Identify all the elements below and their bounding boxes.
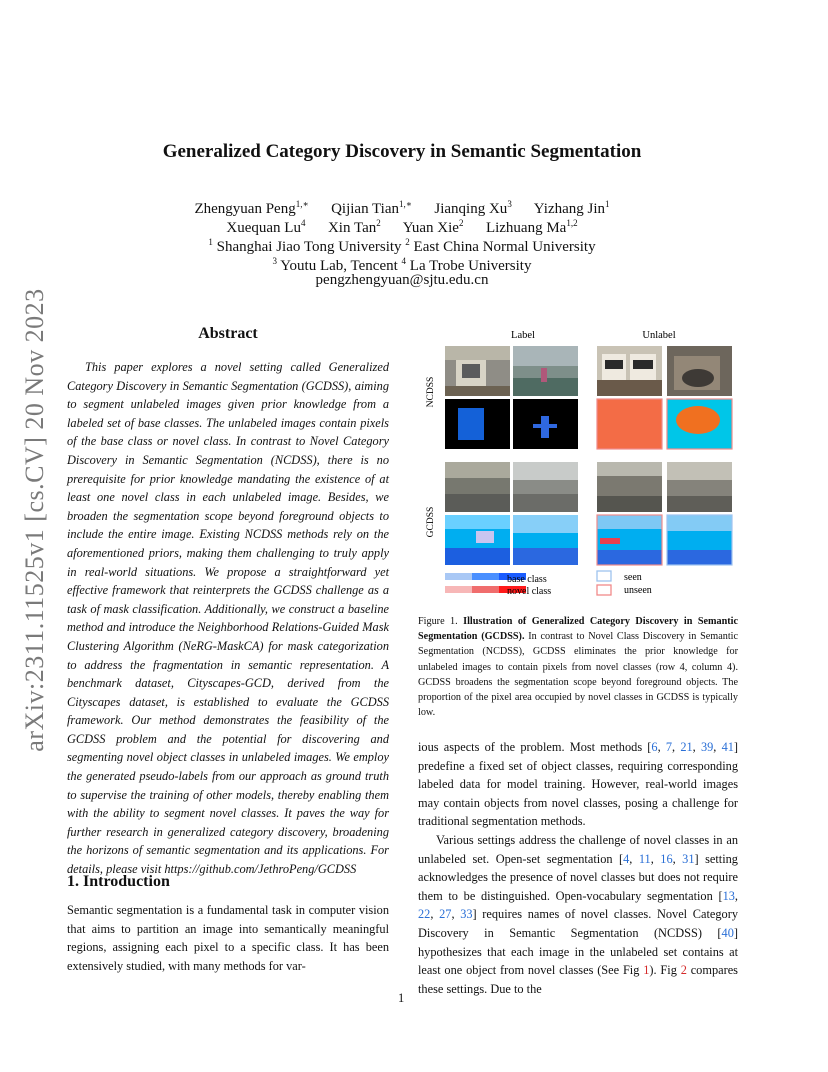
ncdss-image-2 — [513, 346, 578, 396]
citation-link[interactable]: 22 — [418, 907, 431, 922]
ncdss-image-1 — [445, 346, 510, 396]
author: Yuan Xie — [402, 220, 459, 236]
figure-caption: Figure 1. Illustration of Generalized Category Discovery in Semantic Segmentation (GCDSS). In contrast to Novel Class Discovery in Semantic Segmentation (NCDSS), GCDSS eliminates the prior knowledge for unlabeled images to contain pixels from novel classes (row 4, column 4). GCDSS broadens the segmentation scope beyond foreground objects. The proportion of the pixel area occupied by novel classes in GCDSS is typically low. — [418, 616, 739, 719]
ncdss-mask-4 — [667, 399, 732, 449]
paper-title: Generalized Category Discovery in Semantic Segmentation — [162, 141, 642, 162]
author-email: pengzhengyuan@sjtu.edu.cn — [315, 272, 489, 288]
row-label-ncdss: NCDSS — [426, 376, 436, 408]
intro-text: Semantic segmentation is a fundamental task in computer vision that aims to partition an image into semantically meaningful regions, assigning each pixel to a specific class. It has been extensively studied, with many methods for var- — [67, 903, 389, 973]
author: Jianqing Xu — [434, 201, 508, 217]
right-column-text — [418, 738, 738, 998]
citation-link[interactable]: 16 — [660, 851, 673, 866]
gcdss-image-4 — [667, 462, 732, 512]
gcdss-mask-1 — [445, 515, 510, 565]
gcdss-image-3 — [597, 462, 662, 512]
citation-link[interactable]: 39 — [700, 740, 714, 754]
author-line-2: Xuequan Lu$^4$ Xin Tan$^2$ Yuan Xie$^2$ Lizhuang Ma$^{1,2}$ — [226, 218, 578, 236]
legend-seen-label: seen — [624, 572, 642, 583]
gcdss-mask-4 — [667, 515, 732, 565]
citation-link[interactable]: 13 — [722, 888, 735, 903]
arxiv-sidebar — [6, 280, 64, 760]
legend-unseen-label: unseen — [624, 585, 652, 596]
author: Lizhuang Ma — [485, 220, 567, 236]
gcdss-image-2 — [513, 462, 578, 512]
ncdss-mask-3 — [597, 399, 662, 449]
paragraph: ious aspects of the problem. Most methods [6, 7, 21, 39, 41] predefine a fixed set of object classes, requiring corresponding labeled data for model training. However, real-world images may contain objects from novel classes, posing a challenge for traditional segmentation methods. — [418, 740, 739, 829]
legend-seen-box — [597, 571, 611, 581]
ncdss-image-3 — [597, 346, 662, 396]
affiliation-line-2: $^3$ Youtu Lab, Tencent $^4$ La Trobe University — [272, 256, 532, 274]
row-label-gcdss: GCDSS — [426, 506, 436, 538]
author: Zhengyuan Peng — [194, 201, 296, 217]
author: Yizhang Jin — [533, 201, 606, 217]
author: Xuequan Lu — [226, 220, 301, 236]
gcdss-mask-3 — [597, 515, 662, 565]
author: Qijian Tian — [331, 201, 400, 217]
ncdss-mask-2 — [513, 399, 578, 449]
ncdss-mask-1 — [445, 399, 510, 449]
affiliation-line-1: $^1$ Shanghai Jiao Tong University $^2$ East China Normal University — [208, 237, 596, 255]
citation-link[interactable]: 6 — [651, 740, 658, 754]
citation-link[interactable]: 7 — [665, 740, 673, 754]
col-label-label: Label — [511, 330, 535, 341]
ncdss-image-4 — [667, 346, 732, 396]
col-label-unlabel: Unlabel — [642, 330, 676, 341]
legend-base-label: base class — [507, 574, 547, 585]
citation-link[interactable]: 11 — [638, 851, 651, 866]
intro-heading: 1. Introduction — [67, 873, 170, 890]
figure-link[interactable]: 2 — [680, 963, 687, 978]
citation-link[interactable]: 40 — [721, 925, 734, 940]
paragraph: Various settings address the challenge of novel classes in an unlabeled set. Open-set segmentation [4, 11, 16, 31] setting acknowledges the presence of novel classes but does not require them to be distinguished. Open-vocabulary segmentation [13, 22, 27, 33] requires names of novel classes. Novel Category Discovery in Semantic Segmentation (NCDSS) [40] hypothesizes that each image in the unlabeled set contains at least one object from novel classes (See Fig 1). Fig 2 compares these settings. Due to the — [418, 832, 739, 996]
arxiv-id: arXiv:2311.11525v1 [cs.CV] 20 Nov 2023 — [20, 288, 49, 752]
abstract-heading: Abstract — [198, 325, 258, 342]
author: Xin Tan — [327, 220, 377, 236]
legend-unseen-box — [597, 585, 611, 595]
gcdss-image-1 — [445, 462, 510, 512]
citation-link[interactable]: 41 — [721, 740, 734, 754]
citation-link[interactable]: 27 — [439, 907, 452, 922]
abstract-text: This paper explores a novel setting called Generalized Category Discovery in Semantic Segmentation (GCDSS), aiming to segment unlabeled images given prior knowledge from a labeled set of base classes. The unlabeled images contain pixels of the base class or novel class. In contrast to Novel Category Discovery in Semantic Segmentation (NCDSS), there is no prerequisite for prior knowledge mandating the existence of at least one novel class in each unlabeled image. Besides, we broaden the segmentation scope beyond foreground objects to include the entire image. Existing NCDSS methods rely on the aforementioned priors, making them challenging to truly apply in real-world situations. We propose a straightforward yet effective framework that reinterprets the GCDSS challenge as a task of mask classification. Additionally, we construct a baseline method and introduce the Neighborhood Relations-Guided Mask Clustering Algorithm (NeRG-MaskCA) for mask categorization to address the fragmentation in semantic representation. A benchmark dataset, Cityscapes-GCD, derived from the Cityscapes dataset, is established to evaluate the GCDSS framework. Our method demonstrates the feasibility of the GCDSS problem and the potential for discovering and segmenting novel object classes in unlabeled images. We employ the generated pseudo-labels from our approach as ground truth to supervise the training of other models, thereby enabling them with the ability to segment novel classes. It paves the way for further research in generalized category discovery, broadening the horizons of semantic segmentation and its applications. For details, please visit https://github.com/JethroPeng/GCDSS — [67, 360, 389, 877]
page-number: 1 — [398, 991, 405, 1005]
citation-link[interactable]: 21 — [680, 740, 693, 754]
citation-link[interactable]: 31 — [682, 851, 695, 866]
citation-link[interactable]: 33 — [460, 907, 473, 922]
legend-novel-label: novel class — [507, 586, 552, 597]
author-line-1: Zhengyuan Peng$^{1,∗}$ Qijian Tian$^{1,∗}$ Jianqing Xu$^3$ Yizhang Jin$^1$ — [194, 199, 610, 217]
figure-link[interactable]: 1 — [643, 963, 650, 978]
gcdss-mask-2 — [513, 515, 578, 565]
citation-link[interactable]: 4 — [623, 851, 630, 866]
figure-1 — [418, 326, 740, 600]
